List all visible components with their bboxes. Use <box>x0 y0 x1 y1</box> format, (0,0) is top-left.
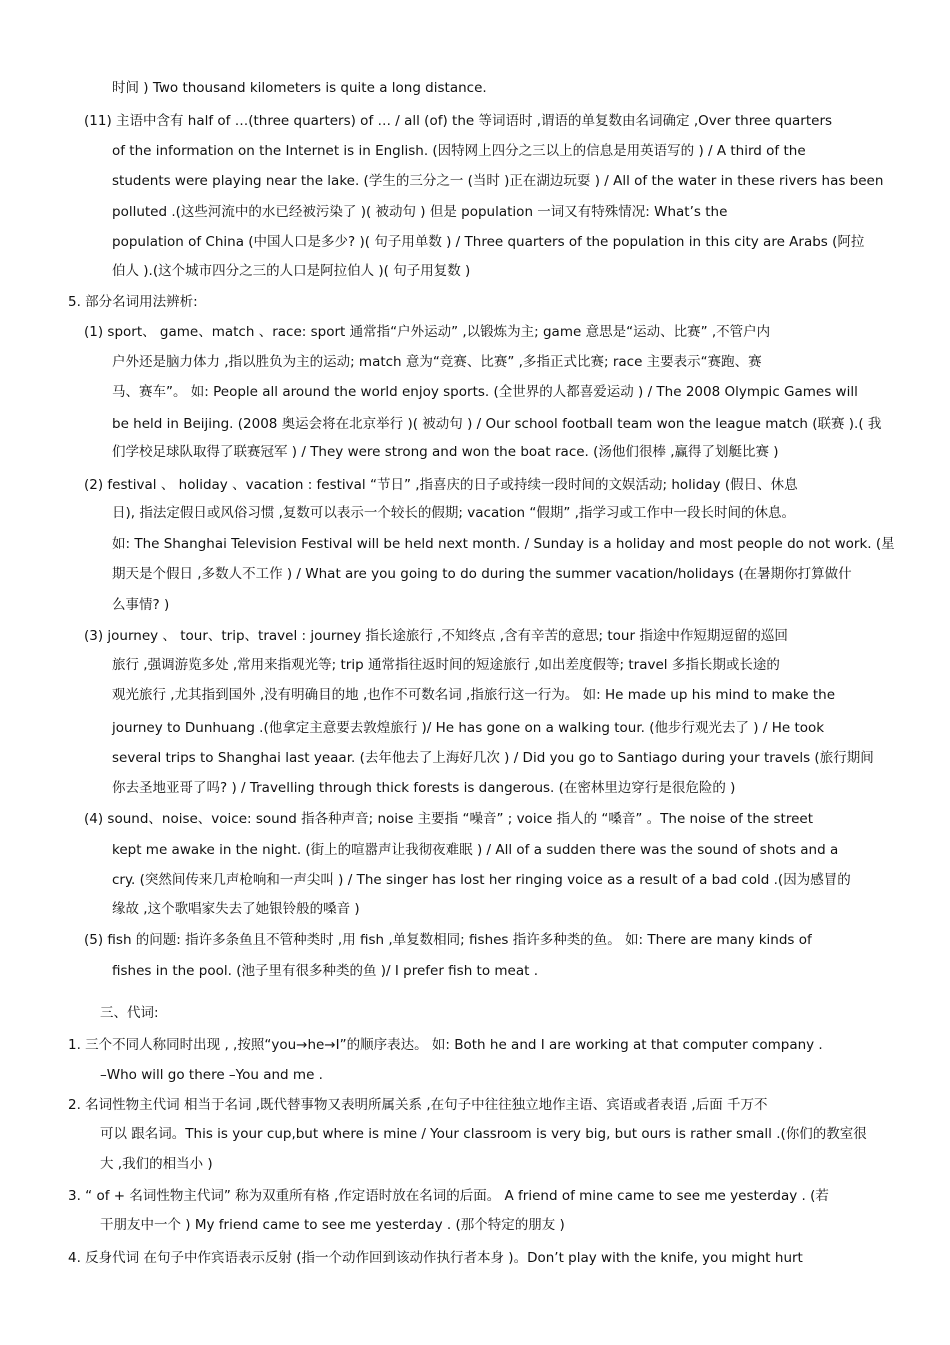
text-line: 2. 名词性物主代词 相当于名词 ,既代替事物又表明所属关系 ,在句子中往往独立地作主语、宾语或者表语 ,后面 千万不 <box>68 1097 768 1113</box>
text-line: 可以 跟名词。This is your cup,but where is mine / Your classroom is very big, but ours is rather small .(你们的教室很 <box>100 1126 867 1142</box>
text-line: 大 ,我们的相当小 ) <box>100 1156 213 1172</box>
text-line: several trips to Shanghai last yeaar. (去年他去了上海好几次 ) / Did you go to Santiago during your travels (旅行期间 <box>112 750 874 766</box>
text-line: 日), 指法定假日或风俗习惯 ,复数可以表示一个较长的假期; vacation “假期” ,指学习或工作中一段长时间的休息。 <box>112 505 795 521</box>
text-line: 你去圣地亚哥了吗? ) / Travelling through thick forests is dangerous. (在密林里边穿行是很危险的 ) <box>112 780 736 796</box>
section-heading: 三、代词: <box>100 1005 159 1021</box>
text-line: (2) festival 、 holiday 、vacation : festival “节日” ,指喜庆的日子或持续一段时间的文娱活动; holiday (假日、休息 <box>84 477 798 493</box>
text-line: 么事情? ) <box>112 597 170 613</box>
text-line: be held in Beijing. (2008 奥运会将在北京举行 )( 被动句 ) / Our school football team won the league match (联赛 ).( 我 <box>112 416 882 432</box>
text-line: 伯人 ).(这个城市四分之三的人口是阿拉伯人 )( 句子用复数 ) <box>112 263 471 279</box>
text-line: –Who will go there –You and me . <box>100 1067 323 1083</box>
text-line: 干朋友中一个 ) My friend came to see me yesterday . (那个特定的朋友 ) <box>100 1217 565 1233</box>
text-line: journey to Dunhuang .(他拿定主意要去敦煌旅行 )/ He has gone on a walking tour. (他步行观光去了 ) / He took <box>112 720 825 736</box>
text-line: 马、赛车”。 如: People all around the world enjoy sports. (全世界的人都喜爱运动 ) / The 2008 Olympic Games will <box>112 384 858 400</box>
text-line: (11) 主语中含有 half of …(three quarters) of … / all (of) the 等词语时 ,谓语的单复数由名词确定 ,Over three quarters <box>84 113 833 129</box>
text-line: 户外还是脑力体力 ,指以胜负为主的运动; match 意为“竞赛、比赛” ,多指正式比赛; race 主要表示“赛跑、赛 <box>112 354 762 370</box>
text-line: population of China (中国人口是多少? )( 句子用单数 ) / Three quarters of the population in this city are Arabs (阿拉 <box>112 234 865 250</box>
text-line: cry. (突然间传来几声枪响和一声尖叫 ) / The singer has lost her ringing voice as a result of a bad cold .(因为感冒的 <box>112 872 851 888</box>
text-line: 3. “ of + 名词性物主代词” 称为双重所有格 ,作定语时放在名词的后面。 A friend of mine came to see me yesterday . (若 <box>68 1188 829 1204</box>
section-heading: 5. 部分名词用法辨析: <box>68 294 198 310</box>
text-line: 旅行 ,强调游览多处 ,常用来指观光等; trip 通常指往返时间的短途旅行 ,如出差度假等; travel 多指长期或长途的 <box>112 657 780 673</box>
text-line: (5) fish 的问题: 指许多条鱼且不管种类时 ,用 fish ,单复数相同; fishes 指许多种类的鱼。 如: There are many kinds of <box>84 932 812 948</box>
text-line: 1. 三个不同人称同时出现 , ,按照“you→he→I”的顺序表达。 如: Both he and I are working at that computer company . <box>68 1037 823 1053</box>
text-line: (3) journey 、 tour、trip、travel : journey 指长途旅行 ,不知终点 ,含有辛苦的意思; tour 指途中作短期逗留的巡回 <box>84 628 788 644</box>
text-line: 们学校足球队取得了联赛冠军 ) / They were strong and won the boat race. (汤他们很棒 ,赢得了划艇比赛 ) <box>112 444 779 460</box>
text-line: 时间 ) Two thousand kilometers is quite a long distance. <box>112 80 487 96</box>
text-line: of the information on the Internet is in English. (因特网上四分之三以上的信息是用英语写的 ) / A third of the <box>112 143 806 159</box>
text-line: 4. 反身代词 在句子中作宾语表示反射 (指一个动作回到该动作执行者本身 )。Don’t play with the knife, you might hurt <box>68 1250 803 1266</box>
text-line: students were playing near the lake. (学生的三分之一 (当时 )正在湖边玩耍 ) / All of the water in these rivers has been <box>112 173 884 189</box>
text-line: 缘故 ,这个歌唱家失去了她银铃般的嗓音 ) <box>112 901 360 917</box>
text-line: 观光旅行 ,尤其指到国外 ,没有明确目的地 ,也作不可数名词 ,指旅行这一行为。 如: He made up his mind to make the <box>112 687 836 703</box>
text-line: fishes in the pool. (池子里有很多种类的鱼 )/ I prefer fish to meat . <box>112 963 538 979</box>
text-line: 期天是个假日 ,多数人不工作 ) / What are you going to do during the summer vacation/holidays (在暑期你打算做什 <box>112 566 852 582</box>
text-line: (4) sound、noise、voice: sound 指各种声音; noise 主要指 “噪音” ; voice 指人的 “嗓音” 。The noise of the street <box>84 811 813 827</box>
text-line: (1) sport、 game、match 、race: sport 通常指“户外运动” ,以锻炼为主; game 意思是“运动、比赛” ,不管户内 <box>84 324 771 340</box>
text-line: polluted .(这些河流中的水已经被污染了 )( 被动句 ) 但是 population 一词又有特殊情况: What’s the <box>112 204 728 220</box>
text-line: 如: The Shanghai Television Festival will be held next month. / Sunday is a holiday and most people do not work. (星 <box>112 536 895 552</box>
text-line: kept me awake in the night. (街上的喧嚣声让我彻夜难眠 ) / All of a sudden there was the sound of shots and a <box>112 842 839 858</box>
